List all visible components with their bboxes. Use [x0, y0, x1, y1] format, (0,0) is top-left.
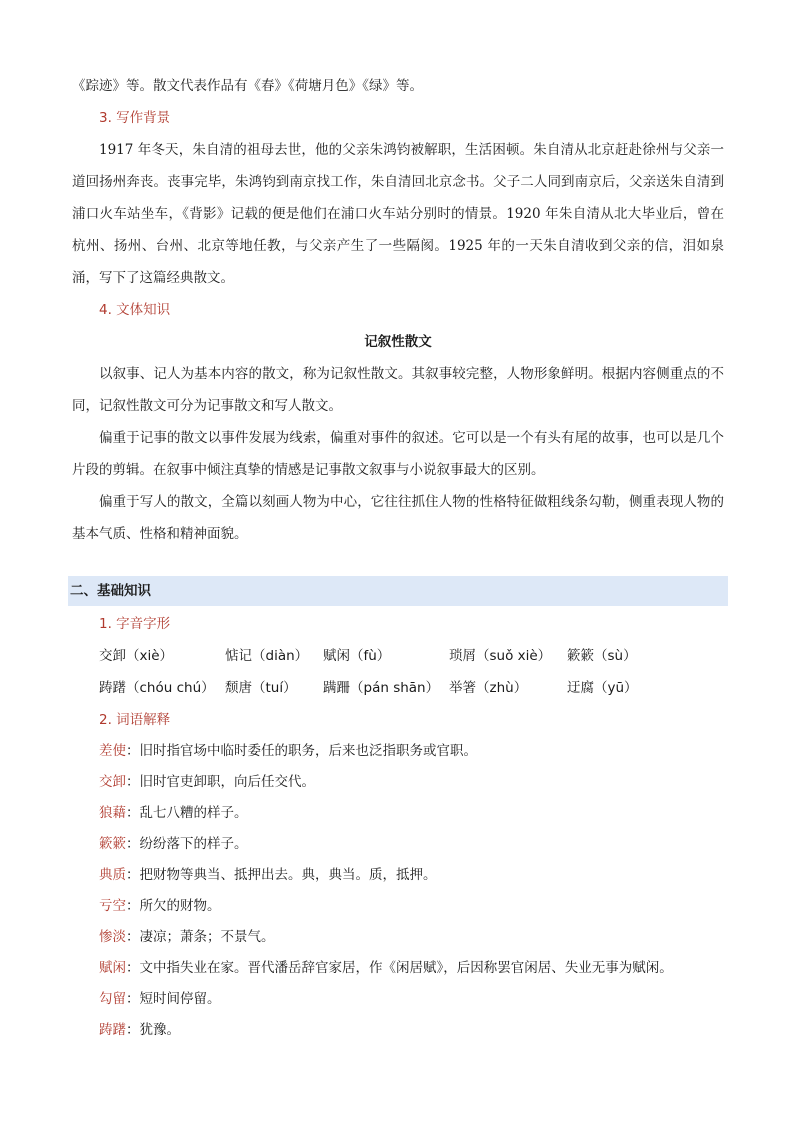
pronunciation-item: 交卸（xiè） — [99, 648, 174, 664]
genre-title: 记叙性散文 — [364, 334, 432, 350]
vocab-definition: ：短时间停留。 — [126, 991, 221, 1007]
background-paragraph: 1917 年冬天，朱自清的祖母去世，他的父亲朱鸿钧被解职，生活困顿。朱自清从北京赶赴徐州与父亲一道回扬州奔丧。丧事完毕，朱鸿钧到南京找工作，朱自清回北京念书。父子二人同到南京后，父亲送朱自清到浦口火车站坐车，《背影》记载的便是他们在浦口火车站分别时的情景。1920 年朱自清从北大毕业后，曾在杭州、扬州、台州、北京等地任教，与父亲产生了一些隔阂。1925 年的一天朱自清收到父亲的信，泪如泉涌，写下了这篇经典散文。 — [72, 142, 724, 286]
pronunciation-item: 惦记（diàn） — [225, 648, 309, 664]
vocab-entry — [72, 922, 724, 953]
pronunciation-item: 赋闲（fù） — [323, 648, 391, 664]
vocab-term: 典质 — [99, 867, 126, 883]
vocab-definition: ：文中指失业在家。晋代潘岳辞官家居，作《闲居赋》，后因称罢官闲居、失业无事为赋闲。 — [126, 960, 673, 976]
vocab-definition: ：把财物等典当、抵押出去。典，典当。质，抵押。 — [126, 867, 437, 883]
vocab-term: 赋闲 — [99, 960, 126, 976]
background-heading: 3. 写作背景 — [99, 110, 171, 126]
vocab-entry — [72, 798, 724, 829]
vocab-term: 交卸 — [99, 774, 126, 790]
vocabulary-heading: 2. 词语解释 — [99, 712, 171, 728]
genre-paragraph: 以叙事、记人为基本内容的散文，称为记叙性散文。其叙事较完整，人物形象鲜明。根据内容侧重点的不同，记叙性散文可分为记事散文和写人散文。 — [72, 366, 724, 414]
vocab-term: 踌躇 — [99, 1022, 126, 1038]
vocab-entry — [72, 767, 724, 798]
pronunciation-item: 颓唐（tuí） — [225, 680, 297, 696]
vocab-definition: ：所欠的财物。 — [126, 898, 221, 914]
pronunciation-item: 踌躇（chóu chú） — [99, 680, 215, 696]
genre-heading: 4. 文体知识 — [99, 302, 171, 318]
intro-tail-text: 《踪迹》等。散文代表作品有《春》《荷塘月色》《绿》等。 — [72, 78, 423, 94]
pronunciation-item: 举箸（zhù） — [449, 680, 528, 696]
vocab-term: 亏空 — [99, 898, 126, 914]
genre-paragraph: 偏重于写人的散文，全篇以刻画人物为中心，它往往抓住人物的性格特征做粗线条勾勒，侧重表现人物的基本气质、性格和精神面貌。 — [72, 494, 724, 542]
vocab-term: 差使 — [99, 743, 126, 759]
vocab-entry — [72, 984, 724, 1015]
pronunciation-row — [72, 640, 724, 672]
pronunciation-row — [72, 672, 724, 704]
vocab-term: 惨淡 — [99, 929, 126, 945]
vocab-definition: ：纷纷落下的样子。 — [126, 836, 248, 852]
vocab-entry — [72, 860, 724, 891]
vocab-term: 簌簌 — [99, 836, 126, 852]
vocab-entry — [72, 736, 724, 767]
vocab-entry — [72, 891, 724, 922]
page-content — [72, 70, 724, 1046]
pronunciation-heading: 1. 字音字形 — [99, 616, 171, 632]
vocab-term: 狼藉 — [99, 805, 126, 821]
vocab-definition: ：旧时官吏卸职，向后任交代。 — [126, 774, 315, 790]
vocab-definition: ：旧时指官场中临时委任的职务，后来也泛指职务或官职。 — [126, 743, 477, 759]
vocab-term: 勾留 — [99, 991, 126, 1007]
vocab-entry — [72, 829, 724, 860]
pronunciation-item: 琐屑（suǒ xiè） — [449, 648, 552, 664]
section-title-bar: 二、基础知识 — [68, 576, 728, 606]
vocab-entry — [72, 1015, 724, 1046]
genre-paragraph: 偏重于记事的散文以事件发展为线索，偏重对事件的叙述。它可以是一个有头有尾的故事，也可以是几个片段的剪辑。在叙事中倾注真挚的情感是记事散文叙事与小说叙事最大的区别。 — [72, 430, 724, 478]
vocab-definition: ：凄凉；萧条；不景气。 — [126, 929, 275, 945]
vocab-definition: ：犹豫。 — [126, 1022, 180, 1038]
pronunciation-item: 迂腐（yū） — [567, 680, 638, 696]
vocab-entry — [72, 953, 724, 984]
pronunciation-item: 蹒跚（pán shān） — [323, 680, 440, 696]
vocab-definition: ：乱七八糟的样子。 — [126, 805, 248, 821]
pronunciation-item: 簌簌（sù） — [567, 648, 637, 664]
